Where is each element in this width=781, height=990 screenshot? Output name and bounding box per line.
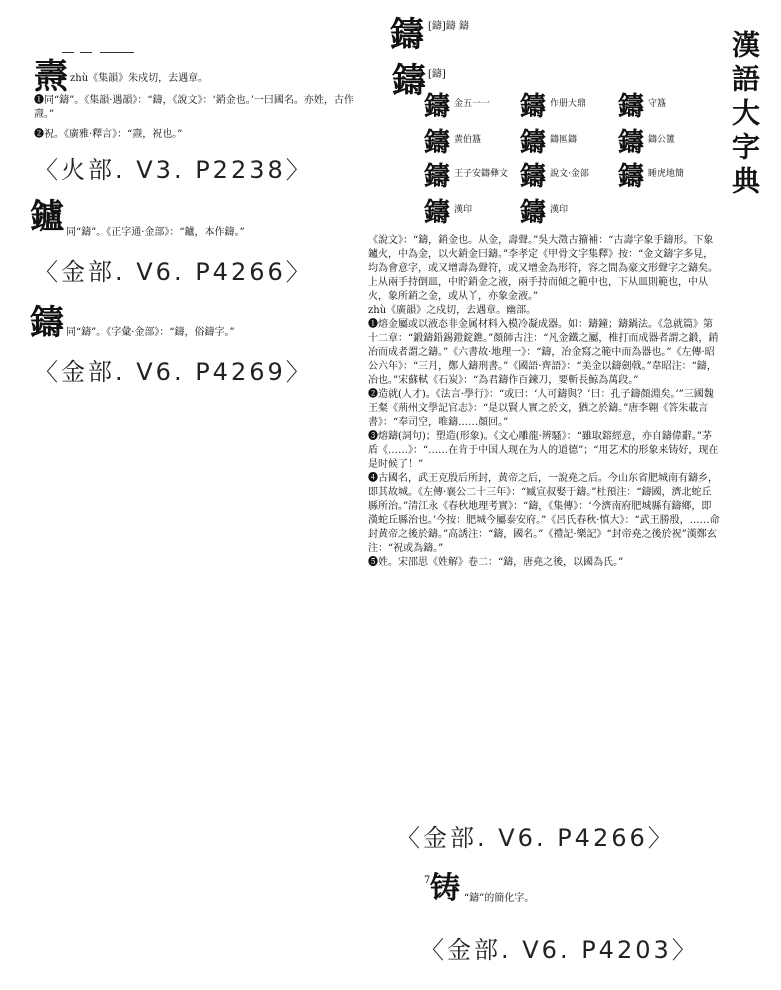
simplified-note: 〈金部. V6. P4203〉 [420,936,699,964]
body-para: zhù《廣韻》之戍切，去遇章。幽部。 [368,305,537,316]
entry1-pron: zhù《集韻》朱戍切，去遇章。 [70,73,209,84]
body-para: ❸熔鑄(詞句)；塑造(形象)。《文心雕龍·辨騷》：“雖取鎔經意，亦自鑄偉辭。”茅盾《……》：“……在肯于中国人现在为人的道德”；“用艺术的形象来铸好，现在是时候了！” [368,431,719,470]
form-item: 鑄 鑄公簠 [618,128,676,158]
body-para: 《說文》：“鑄，銷金也。从金，壽聲。”吳大澂古籀補：“古壽字象手鑄形。下象鑪火，中為金，以火銷金曰鑄。”李孝定《甲骨文字集釋》按：“金文鑄字多見，均為會意字，或又增壽為聲符，或又增金為形符，容之間為豪文形聲字之鑄矣。上从兩手持倒皿，中貯銷金之液，兩手持而傾之範中也，下从皿則範也，中从火，象所銷之金，或从丫，亦象金液。” [368,235,718,302]
entry1-char: 燾 [34,57,68,97]
body-para: ❹古國名，武王克殷后所封，黄帝之后，一說堯之后。今山东省肥城南有鑄乡，即其故城。《左傳·襄公二十三年》：“臧宣叔娶于鑄。”杜預注：“鑄國，濟北蛇丘縣所治。”清江永《春秋地理考實》：“鑄，《集傳》：‘今濟南府肥城縣有鑄鄉，即漢蛇丘縣治也。’今按：肥城今屬泰安府。”《呂氏春秋·慎大》：“武王勝殷，……命封黄帝之後於鑄。”高誘注：“鑄，國名。”《禮記·樂記》“封帝堯之後於祝”漢鄭玄注：“祝或為鑄。” [368,473,720,554]
head-top-note: [鑄]鑄 鑄 [428,21,469,32]
body-para: ❺姓。宋邵思《姓解》卷二：“鑄，唐堯之後，以國為氏。” [368,557,624,568]
form-item: 鑄 漢印 [520,198,569,228]
form-item: 鑄 漢印 [424,198,473,228]
entry-body [368,234,720,570]
main-entry-note: 〈金部. V6. P4266〉 [396,824,675,852]
form-item: 鑄 睡虎地簡 [618,162,685,192]
entry2-note: 〈金部. V6. P4266〉 [34,258,313,286]
entry1-def2: ❷祝。《廣雅·釋言》：“燾，祝也。” [34,129,183,140]
body-para: ❷造就(人才)。《法言·學行》：“或曰：‘人可鑄與？’曰：孔子鑄顏淵矣。’”三國魏王粲《荊州文學記官志》：“是以賢人實之於文，猶之於鑄。”唐李翱《答朱載言書》：“奉司空，唯鑄……顏回。” [368,389,714,428]
simplified-char: 铸 [430,871,460,906]
form-item: 鑄 守簋 [618,92,667,122]
entry3-note: 〈金部. V6. P4269〉 [34,358,313,386]
form-item: 鑄 王子安鑄彝文 [424,162,509,192]
simplified-num: 7 [424,875,431,886]
entry1-note: 〈火部. V3. P2238〉 [34,156,313,184]
simplified-def: “鑄”的簡化字。 [464,893,535,904]
rule [80,52,92,53]
form-item: 鑄 作册大鼎 [520,92,587,122]
form-item: 鑄 黄伯簋 [424,128,482,158]
body-para: ❶熔金屬或以液态非金属材料入模冷凝成器。如：鑄鐘；鑄鍋法。《急就篇》第十二章：“鍛鑄鉛錫鐙錠鐎。”顏師古注：“凡金鐵之屬，椎打而成器者謂之鍛，銷冶而成者謂之鑄。”《六書故·地理一》：“鑄，冶金寫之範中而為器也。”《左傳·昭公六年》：“三月，鄭人鑄刑書。”《國語·齊語》：“美金以鑄劍戟。”韋昭注：“鑄，冶也。”宋蘇軾《石炭》：“為君鑄作百鍊刀，要斬長鯨為萬段。” [368,319,719,386]
entry3-char: 鑄 [30,303,64,343]
head-char-1: 鑄 [390,15,424,55]
entry1-def1: ❶同“鑄”。《集韻·遇韻》：“鑄，《說文》：‘銷金也。’一曰國名。亦姓，古作燾。” [34,95,354,120]
head-char-2: 鑄 [392,61,426,101]
form-item: 鑄 說文·金部 [520,162,589,192]
variant-label: [鑄] [428,69,446,80]
entry2-def: 同“鑄”。《正字通·金部》：“鑪，本作鑄。” [66,227,245,238]
entry3-def: 同“鑄”。《字彙·金部》：“鑄，俗鑄字。” [66,327,235,338]
form-item: 鑄 金五一一 [424,92,491,122]
rule [100,52,134,53]
dictionary-title: 漢語大字典 [728,30,761,200]
form-item: 鑄 鑄匜鑄 [520,128,578,158]
entry2-char: 鑪 [30,197,64,237]
rule [62,52,74,53]
